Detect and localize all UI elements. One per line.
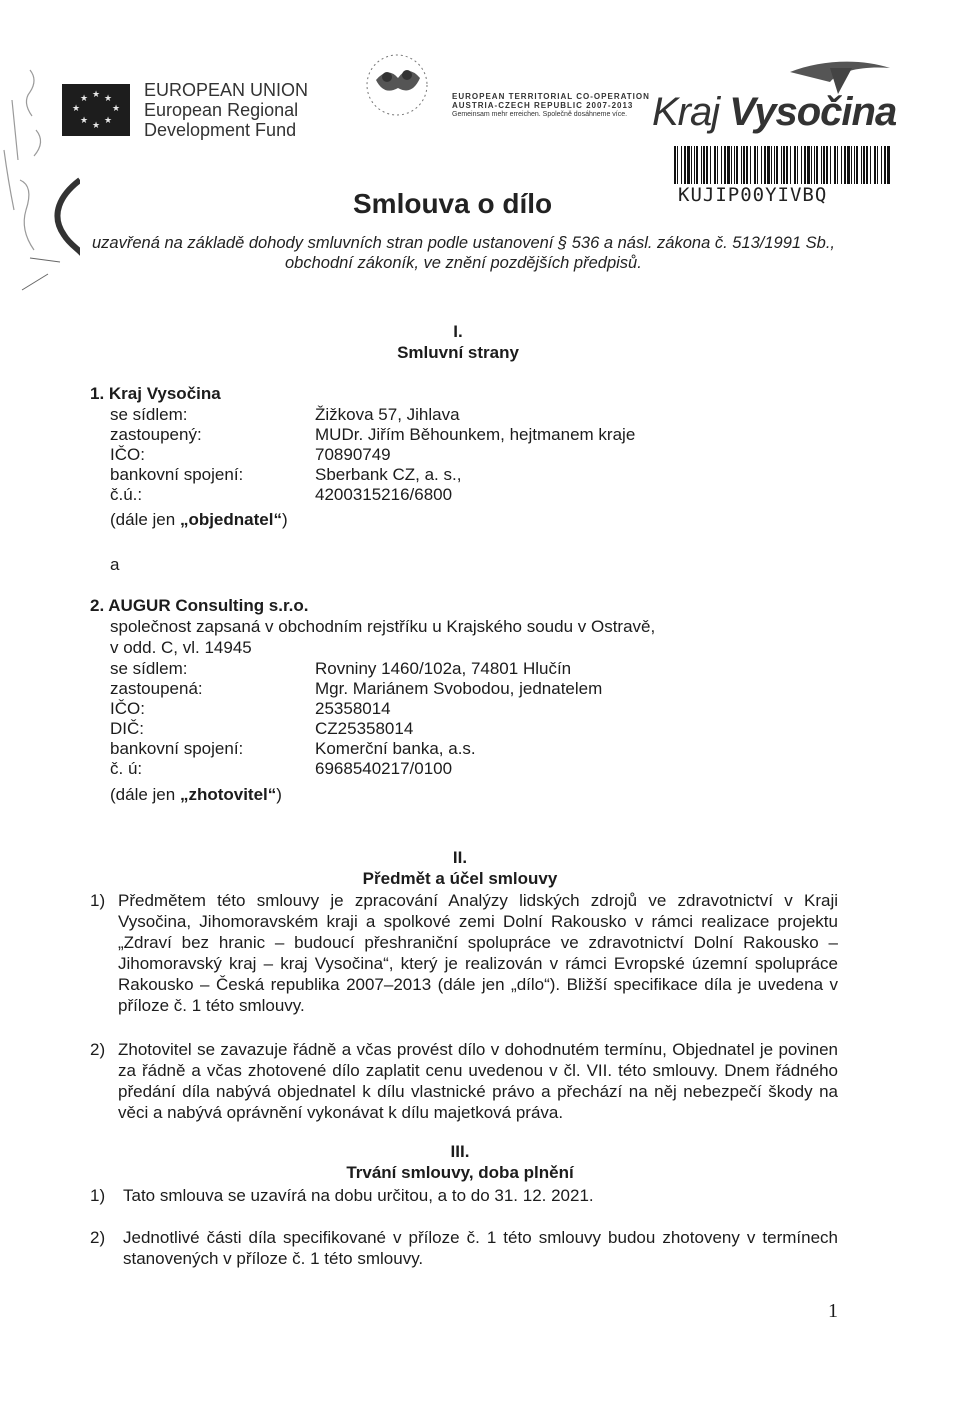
party-2-value: CZ25358014 — [315, 719, 414, 738]
barcode-bar — [771, 146, 772, 184]
barcode-bar — [816, 146, 818, 184]
section-2-number: II. — [452, 848, 468, 867]
barcode-bar — [884, 146, 886, 184]
party-1-label: bankovní spojení: — [110, 465, 244, 484]
section-2-para-2-number: 2) — [90, 1040, 106, 1059]
party-1-heading: 1. Kraj Vysočina — [90, 384, 221, 403]
eu-line: EUROPEAN UNION — [144, 80, 309, 100]
section-3-title: Trvání smlouvy, doba plnění — [346, 1163, 574, 1182]
section-3-para-1: Tato smlouva se uzavírá na dobu určitou, a to do 31. 12. 2021. — [123, 1186, 594, 1205]
section-3-number: III. — [450, 1142, 470, 1161]
party-1-label: se sídlem: — [110, 405, 188, 424]
barcode-bar — [823, 146, 825, 184]
party-2-details — [110, 659, 695, 779]
barcode-bar — [801, 146, 802, 184]
alias-name: „zhotovitel“ — [179, 785, 277, 804]
barcode-bar — [814, 146, 815, 184]
barcode-bar — [811, 146, 812, 184]
barcode-bar — [797, 146, 798, 184]
section-2-para-1: Předmětem této smlouvy je zpracování Analýzy lidských zdrojů ve zdravotnictví v Kraji Vysočina, Jihomoravském kraji a spolkové zemi Dolní Rakousko v rámci realizace projektu „Zdraví bez hranic – budoucí přeshraniční spolupráce ve zdravotnictví Dolní Rakousko – Jihomoravský kraj – kraj Vysočina“, který je realizován v rámci Evropské územní spolupráce Rakousko – Česká republika 2007–2013 (dále jen „dílo“). Bližší specifikace díla je uvedena v příloze č. 1 této smlouvy. — [118, 891, 838, 1015]
page-number: 1 — [828, 1300, 838, 1322]
and-text: a — [110, 555, 120, 574]
barcode-bar — [887, 146, 890, 184]
section-3-para-2: Jednotlivé části díla specifikované v příloze č. 1 této smlouvy budou zhotoveny v termínech stanovených v příloze č. 1 této smlouvy. — [123, 1228, 838, 1268]
party-1-value: 70890749 — [315, 445, 391, 464]
barcode-bar — [734, 146, 735, 184]
barcode-bar — [754, 146, 756, 184]
barcode-bar — [674, 146, 676, 184]
party-2-label: zastoupená: — [110, 679, 203, 698]
barcode-bar — [790, 146, 791, 184]
party-2-value: Rovniny 1460/102a, 74801 Hlučín — [315, 659, 572, 678]
barcode-bar — [743, 146, 745, 184]
barcode-bar — [721, 146, 722, 184]
barcode-bar — [861, 146, 862, 184]
barcode-bar — [701, 146, 702, 184]
kraj-vysocina-logo — [652, 90, 896, 135]
barcode-bar — [841, 146, 842, 184]
barcode-bar — [757, 146, 758, 184]
subtitle-line-1: uzavřená na základě dohody smluvních stran podle ustanovení § 536 a násl. zákona č. 513/1991 Sb., — [92, 234, 835, 252]
barcode-bar — [717, 146, 718, 184]
barcode-bar — [830, 146, 831, 184]
cooperation-logo — [352, 50, 442, 120]
party-2-alias — [110, 785, 282, 805]
barcode-bar — [694, 146, 695, 184]
party-2-label: bankovní spojení: — [110, 739, 244, 758]
party-1-alias — [110, 510, 288, 530]
barcode-bar — [851, 146, 852, 184]
section-2-title: Předmět a účel smlouvy — [362, 869, 558, 888]
barcode-bar — [696, 146, 698, 184]
barcode-bar — [774, 146, 775, 184]
alias-prefix: (dále jen — [110, 510, 180, 529]
party-1-label: č.ú.: — [110, 485, 143, 504]
barcode — [672, 146, 894, 184]
barcode-bar — [710, 146, 711, 184]
barcode-bar — [776, 146, 778, 184]
eu-fund-text — [144, 80, 308, 140]
margin-stamp-marks — [0, 30, 80, 300]
party-1-value: MUDr. Jiřím Běhounkem, hejtmanem kraje — [315, 425, 636, 444]
party-2-heading: 2. AUGUR Consulting s.r.o. — [90, 596, 309, 615]
barcode-bar — [854, 146, 855, 184]
party-1-value: Sberbank CZ, a. s., — [315, 465, 462, 484]
party-2-label: se sídlem: — [110, 659, 188, 678]
section-3-para-1-number: 1) — [90, 1186, 106, 1205]
alias-prefix: (dále jen — [110, 785, 180, 804]
barcode-bar — [786, 146, 788, 184]
barcode-bar — [783, 146, 785, 184]
barcode-bar — [741, 146, 742, 184]
party-2-label: č. ú: — [110, 759, 143, 778]
barcode-bar — [781, 146, 782, 184]
eu-line: Development Fund — [144, 120, 297, 140]
barcode-bar — [703, 146, 705, 184]
party-2-registry-1: společnost zapsaná v obchodním rejstříku u Krajského soudu v Ostravě, — [110, 617, 656, 636]
barcode-bar — [687, 146, 690, 184]
barcode-bar — [804, 146, 806, 184]
eu-flag-logo: ★ ★ ★ ★ ★ ★ ★ ★ — [62, 84, 130, 136]
party-1-value: 4200315216/6800 — [315, 485, 453, 504]
party-2-value: Komerční banka, a.s. — [315, 739, 476, 758]
party-1-label: zastoupený: — [110, 425, 202, 444]
party-2-value: 6968540217/0100 — [315, 759, 453, 778]
barcode-bar — [844, 146, 846, 184]
section-3-para-2-number: 2) — [90, 1228, 106, 1247]
party-1-details — [110, 405, 695, 505]
barcode-bar — [877, 146, 878, 184]
barcode-bar — [794, 146, 796, 184]
barcode-bar — [746, 146, 748, 184]
barcode-bar — [834, 146, 836, 184]
barcode-bar — [750, 146, 751, 184]
cooperation-programme-text — [452, 92, 650, 119]
party-2-value: 25358014 — [315, 699, 391, 718]
alias-suffix: ) — [281, 510, 288, 529]
barcode-bar — [866, 146, 868, 184]
barcode-bar — [807, 146, 810, 184]
barcode-bar — [881, 146, 882, 184]
section-2-para-1-number: 1) — [90, 891, 106, 910]
alias-name: „objednatel“ — [179, 510, 282, 529]
party-2-registry-2: v odd. C, vl. 14945 — [110, 638, 252, 657]
barcode-bar — [691, 146, 692, 184]
party-2-label: DIČ: — [110, 719, 144, 738]
document-title: Smlouva o dílo — [353, 188, 553, 219]
party-1-label: IČO: — [110, 445, 145, 464]
programme-title: EUROPEAN TERRITORIAL CO-OPERATION — [452, 92, 650, 101]
barcode-bar — [847, 146, 850, 184]
programme-slogan: Gemeinsam mehr erreichen. Společně dosáhneme více. — [452, 111, 628, 118]
barcode-bar — [681, 146, 682, 184]
barcode-bar — [764, 146, 766, 184]
programme-countries: AUSTRIA-CZECH REPUBLIC 2007-2013 — [452, 101, 634, 110]
barcode-bar — [874, 146, 876, 184]
barcode-bar — [727, 146, 730, 184]
document-subtitle — [92, 233, 852, 273]
logo-kraj: Kraj — [652, 90, 720, 134]
barcode-bar — [767, 146, 770, 184]
section-2-para-2: Zhotovitel se zavazuje řádně a včas provést dílo v dohodnutém termínu, Objednatel je povinen za řádně a včas zhotovené dílo zaplatit cenu uvedenou v čl. VII. této smlouvy. Dnem řádného předání díla nabývá objednatel k dílu vlastnické právo a přechází na něj nebezpečí škody na věci a nabývá oprávnění vykonávat k dílu majetková práva. — [118, 1040, 838, 1122]
section-1-title: Smluvní strany — [397, 343, 519, 362]
subtitle-line-2: obchodní zákoník, ve znění pozdějších předpisů. — [285, 254, 642, 272]
barcode-bar — [761, 146, 762, 184]
barcode-bar — [863, 146, 865, 184]
alias-suffix: ) — [276, 785, 282, 804]
barcode-text: KUJIP00YIVBQ — [678, 184, 828, 206]
barcode-bar — [837, 146, 838, 184]
barcode-bar — [677, 146, 678, 184]
barcode-bar — [684, 146, 686, 184]
barcode-bar — [821, 146, 822, 184]
party-1-value: Žižkova 57, Jihlava — [315, 405, 460, 424]
barcode-bar — [731, 146, 732, 184]
barcode-bar — [706, 146, 708, 184]
logo-vysocina: Vysočina — [729, 90, 897, 134]
barcode-bar — [870, 146, 871, 184]
barcode-bar — [714, 146, 716, 184]
barcode-bar — [826, 146, 828, 184]
party-2-value: Mgr. Mariánem Svobodou, jednatelem — [315, 679, 603, 698]
party-2-label: IČO: — [110, 699, 145, 718]
barcode-bar — [736, 146, 738, 184]
barcode-bar — [856, 146, 858, 184]
section-1-number: I. — [453, 322, 463, 341]
eu-line: European Regional — [144, 100, 299, 120]
barcode-bar — [724, 146, 726, 184]
